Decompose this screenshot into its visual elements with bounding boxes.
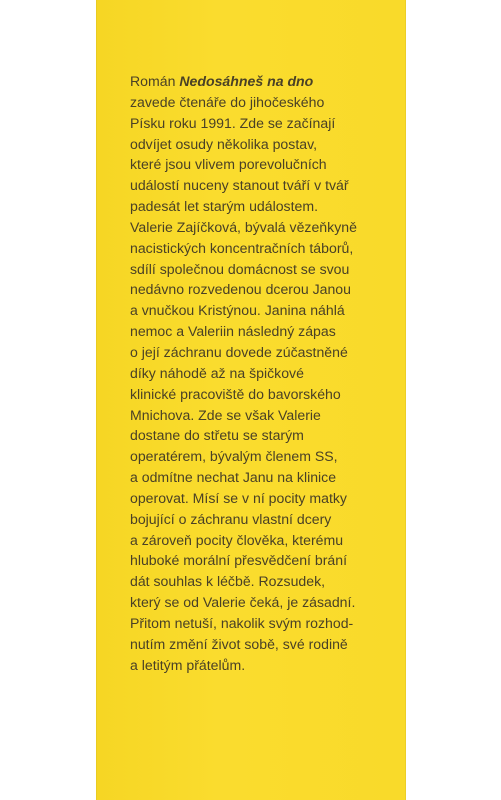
blurb-line: které jsou vlivem porevolučních — [130, 156, 327, 173]
book-title: Nedosáhneš na dno — [179, 73, 314, 89]
blurb-line: dát souhlas k léčbě. Rozsudek, — [130, 573, 326, 590]
blurb-line: bojující o záchranu vlastní dcery — [130, 510, 332, 527]
blurb-line: o její záchranu dovede zúčastněné — [130, 343, 348, 360]
blurb-line: a odmítne nechat Janu na klinice — [130, 469, 337, 486]
blurb-line: nutím změní život sobě, své rodině — [130, 635, 348, 652]
blurb-line: událostí nuceny stanout tváří v tvář — [130, 177, 349, 194]
blurb-line: a vnučkou Kristýnou. Janina náhlá — [130, 302, 345, 319]
blurb-line: nemoc a Valeriin následný zápas — [130, 323, 336, 340]
blurb-line: hluboké morální přesvědčení brání — [130, 552, 348, 569]
blurb-line: díky náhodě až na špičkové — [130, 364, 304, 381]
blurb-line: odvíjet osudy několika postav, — [130, 135, 317, 152]
blurb-line: dostane do střetu se starým — [130, 427, 304, 444]
blurb-line: a letitým přátelům. — [130, 656, 246, 673]
blurb-line: operovat. Mísí se v ní pocity matky — [130, 489, 347, 506]
blurb-lead: Román — [130, 73, 180, 89]
blurb-line: Písku roku 1991. Zde se začínají — [130, 114, 336, 131]
blurb-line: Mnichova. Zde se však Valerie — [130, 406, 321, 423]
blurb-line: nacistických koncentračních táborů, — [130, 239, 354, 256]
blurb-line: který se od Valerie čeká, je zásadní. — [130, 594, 356, 611]
blurb-line: padesát let starým událostem. — [130, 198, 319, 215]
blurb-line: operatérem, bývalým členem SS, — [130, 448, 338, 465]
blurb-line: Přitom netuší, nakolik svým rozhod- — [130, 614, 354, 631]
blurb-line: Valerie Zajíčková, bývalá vězeňkyně — [130, 218, 357, 235]
blurb-line: a zároveň pocity člověka, kterému — [130, 531, 344, 548]
blurb-first-line — [130, 71, 392, 92]
blurb-line: zavede čtenáře do jihočeského — [130, 93, 325, 110]
blurb-line: sdílí společnou domácnost se svou — [130, 260, 350, 277]
book-blurb — [130, 71, 392, 675]
blurb-line: nedávno rozvedenou dcerou Janou — [130, 281, 351, 298]
blurb-line: klinické pracoviště do bavorského — [130, 385, 341, 402]
